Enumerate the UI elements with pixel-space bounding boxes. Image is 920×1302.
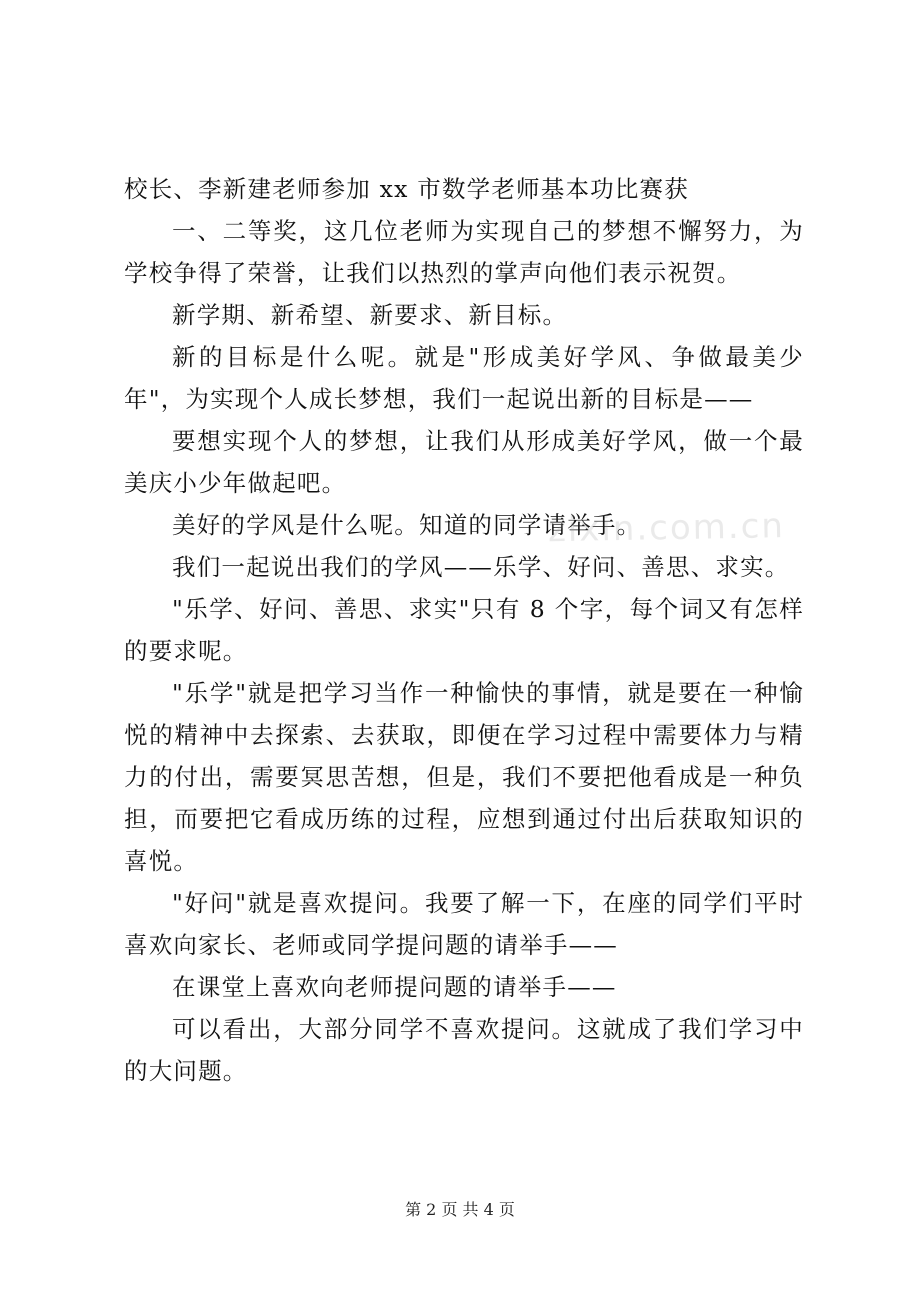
paragraph: 在课堂上喜欢向老师提问题的请举手—— [172, 973, 617, 1001]
paragraph: 一、二等奖，这几位老师为实现自己的梦想不懈努力，为学校争得了荣誉，让我们以热烈的掌声向他们表示祝贺。 [124, 217, 804, 287]
document-body [124, 168, 804, 1092]
watermark: zixin.com.cn [547, 506, 786, 551]
page-number-footer: 第 2 页 共 4 页 [405, 1200, 515, 1219]
paragraph: 新学期、新希望、新要求、新目标。 [172, 301, 568, 329]
paragraph: "好问"就是喜欢提问。我要了解一下，在座的同学们平时喜欢向家长、老师或同学提问题的请举手—— [124, 889, 804, 959]
paragraph: 校长、李新建老师参加 xx 市数学老师基本功比赛获 [124, 175, 689, 203]
paragraph: 可以看出，大部分同学不喜欢提问。这就成了我们学习中的大问题。 [124, 1015, 804, 1085]
paragraph: 美好的学风是什么呢。知道的同学请举手。 [172, 511, 642, 539]
paragraph: 我们一起说出我们的学风——乐学、好问、善思、求实。 [172, 553, 790, 581]
paragraph: "乐学、好问、善思、求实"只有 8 个字，每个词又有怎样的要求呢。 [124, 595, 804, 665]
paragraph: 新的目标是什么呢。就是"形成美好学风、争做最美少年"，为实现个人成长梦想，我们一起说出新的目标是—— [124, 343, 804, 413]
paragraph: "乐学"就是把学习当作一种愉快的事情，就是要在一种愉悦的精神中去探索、去获取，即便在学习过程中需要体力与精力的付出，需要冥思苦想，但是，我们不要把他看成是一种负担，而要把它看成历练的过程，应想到通过付出后获取知识的喜悦。 [124, 679, 804, 875]
paragraph: 要想实现个人的梦想，让我们从形成美好学风，做一个最美庆小少年做起吧。 [124, 427, 804, 497]
